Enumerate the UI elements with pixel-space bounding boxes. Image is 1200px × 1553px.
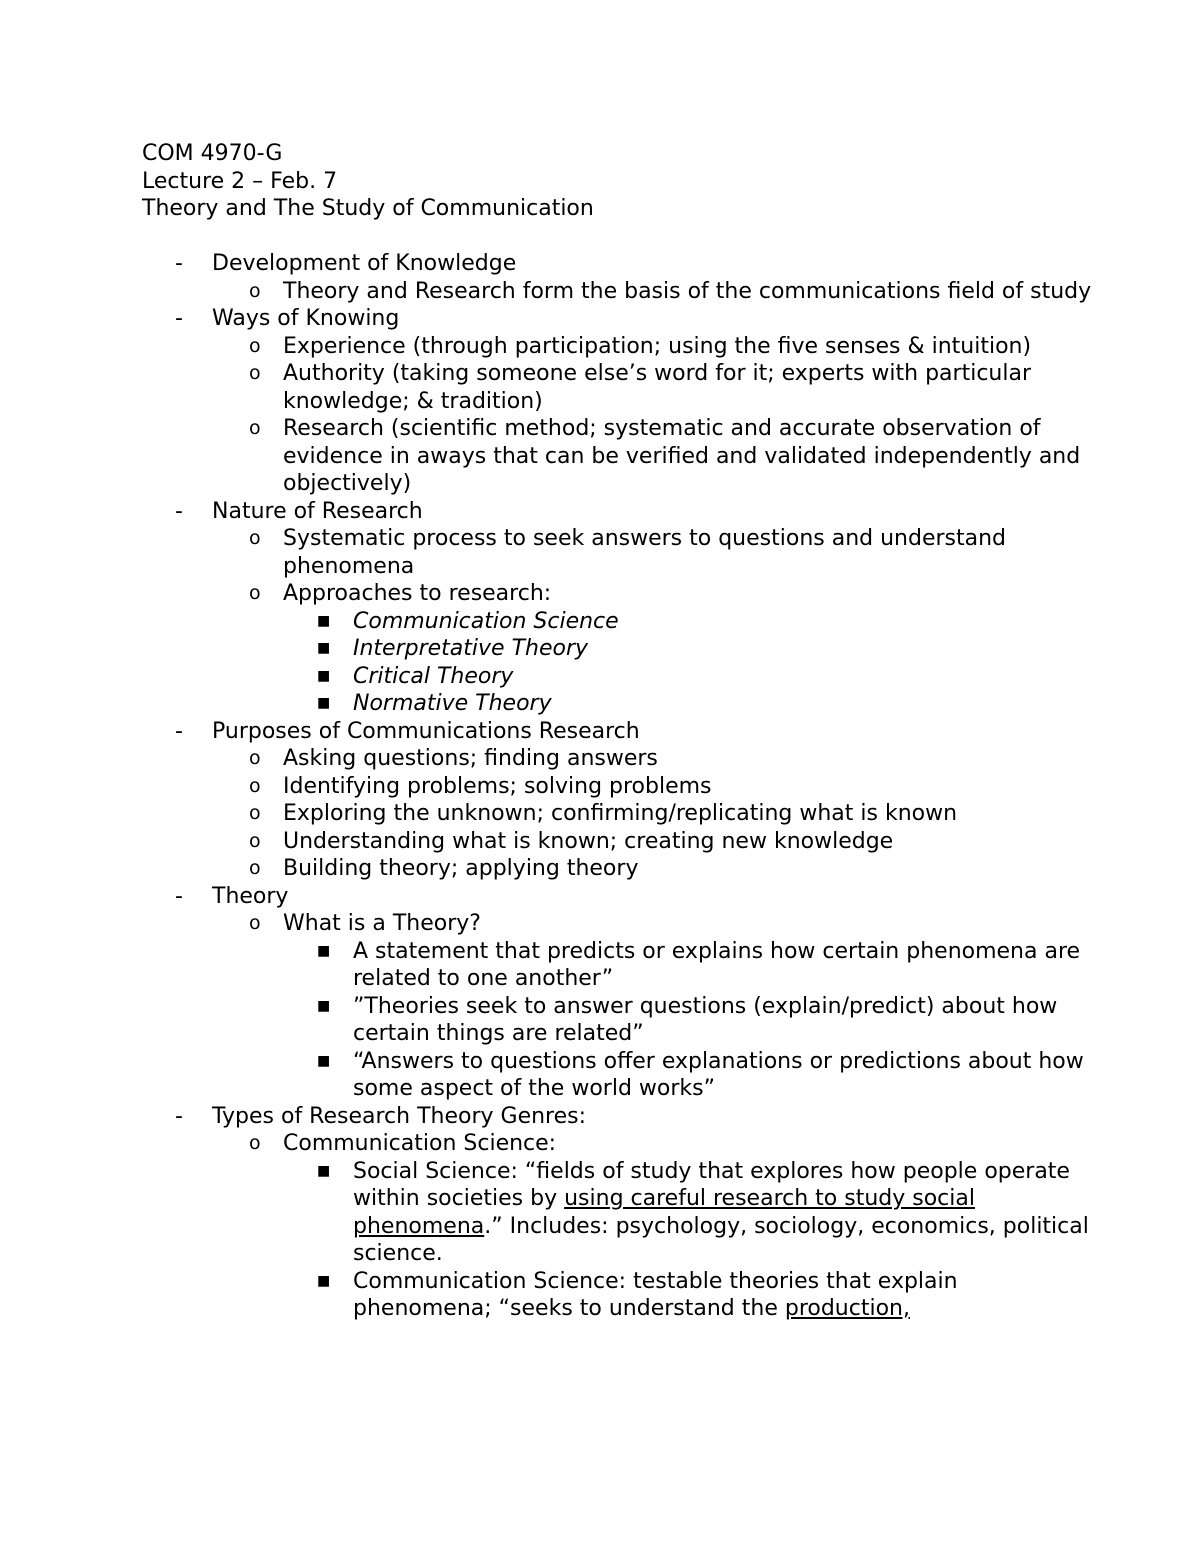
sub-list-item — [142, 635, 1092, 663]
sub-list-item — [142, 1158, 1092, 1268]
list-item-text: Asking questions; finding answers — [283, 746, 658, 771]
social-science-lead: Social Science: “fields of study that explores how people operate within societies by — [353, 1158, 1070, 1211]
list-item-text: Theory and Research form the basis of the communications field of study — [283, 278, 1092, 304]
lecture-date: Lecture 2 – Feb. 7 — [142, 168, 338, 194]
sub-list-item — [142, 938, 1092, 993]
theory-definition: “Answers to questions offer explanations or predictions about how some aspect of the world works” — [353, 1048, 1084, 1101]
section-heading — [142, 250, 1092, 278]
list-item-text: Research (scientific method; systematic and accurate observation of evidence in aways that can be verified and validated independently and objectively) — [283, 416, 1081, 496]
list-item — [142, 415, 1092, 498]
approach-normative-theory: Normative Theory — [353, 691, 552, 716]
list-item — [142, 800, 1092, 828]
list-item-text: Communication Science: — [283, 1131, 557, 1156]
circle-bullet: o — [249, 747, 261, 769]
section-heading-text: Purposes of Communications Research — [212, 718, 640, 744]
list-item — [142, 278, 1092, 306]
approach-critical-theory: Critical Theory — [353, 663, 514, 689]
square-bullet: ■ — [317, 997, 331, 1014]
list-item — [142, 745, 1092, 773]
list-item-text: Building theory; applying theory — [283, 856, 639, 881]
list-item — [142, 828, 1092, 856]
square-bullet: ■ — [317, 667, 331, 684]
communication-science-lead: Communication Science: testable theories that explain phenomena; “seeks to understand the — [353, 1268, 958, 1321]
circle-bullet: o — [249, 334, 261, 357]
document-header — [142, 140, 1092, 223]
approach-interpretative-theory: Interpretative Theory — [353, 636, 589, 661]
list-item-text: Systematic process to seek answers to questions and understand phenomena — [283, 526, 1007, 579]
circle-bullet: o — [249, 829, 261, 852]
circle-bullet: o — [249, 362, 261, 384]
square-bullet: ■ — [317, 942, 331, 959]
list-item — [142, 1130, 1092, 1158]
list-item — [142, 855, 1092, 883]
square-bullet: ■ — [317, 1052, 331, 1069]
section-heading-text: Ways of Knowing — [212, 306, 400, 331]
list-item-text: What is a Theory? — [283, 911, 481, 936]
social-science-tail: .” Includes: psychology, sociology, economics, political science. — [353, 1213, 1089, 1266]
theory-definition: A statement that predicts or explains how certain phenomena are related to one another” — [353, 938, 1081, 991]
circle-bullet: o — [249, 857, 261, 879]
list-item — [142, 360, 1092, 415]
section-heading — [142, 883, 1092, 911]
dash-bullet: - — [175, 883, 183, 909]
document-title: Theory and The Study of Communication — [142, 196, 594, 221]
section-heading-text: Theory — [212, 883, 289, 909]
square-bullet: ■ — [317, 1272, 331, 1289]
square-bullet: ■ — [317, 640, 331, 656]
circle-bullet: o — [249, 774, 261, 797]
section-heading-text: Types of Research Theory Genres: — [212, 1103, 587, 1129]
dash-bullet: - — [175, 718, 183, 744]
sub-list-item — [142, 690, 1092, 718]
list-item — [142, 525, 1092, 580]
list-item-text: Experience (through participation; using the five senses & intuition) — [283, 333, 1032, 359]
communication-science-underlined: production, — [784, 1296, 910, 1321]
circle-bullet: o — [249, 279, 261, 302]
communication-science-text — [353, 1269, 958, 1322]
dash-bullet: - — [175, 251, 183, 276]
section-heading — [142, 1103, 1092, 1131]
list-item-text: Exploring the unknown; confirming/replicating what is known — [283, 801, 958, 826]
approach-communication-science: Communication Science — [353, 608, 619, 634]
list-item-text: Understanding what is known; creating new knowledge — [283, 828, 894, 854]
dash-bullet: - — [175, 306, 183, 331]
social-science-underlined: using careful research to study social phenomena — [353, 1186, 975, 1239]
dash-bullet: - — [175, 498, 183, 524]
course-code: COM 4970-G — [142, 141, 283, 166]
sub-list-item — [142, 663, 1092, 691]
circle-bullet: o — [249, 1132, 261, 1154]
section-heading-text: Nature of Research — [212, 498, 423, 524]
section-heading-text: Development of Knowledge — [212, 251, 517, 276]
circle-bullet: o — [249, 912, 261, 934]
lecture-outline — [142, 250, 1092, 1323]
square-bullet: ■ — [317, 695, 331, 711]
sub-list-item — [142, 1048, 1092, 1103]
section-heading — [142, 498, 1092, 526]
section-heading — [142, 305, 1092, 333]
list-item — [142, 910, 1092, 938]
dash-bullet: - — [175, 1103, 183, 1129]
square-bullet: ■ — [317, 612, 331, 629]
list-item — [142, 773, 1092, 801]
list-item — [142, 333, 1092, 361]
circle-bullet: o — [249, 802, 261, 824]
sub-list-item — [142, 993, 1092, 1048]
section-heading — [142, 718, 1092, 746]
list-item-text: Authority (taking someone else’s word for it; experts with particular knowledge; & tradition) — [283, 361, 1031, 414]
theory-definition: ”Theories seek to answer questions (explain/predict) about how certain things are related” — [353, 993, 1058, 1046]
list-item — [142, 580, 1092, 608]
social-science-text — [353, 1159, 1089, 1267]
circle-bullet: o — [249, 417, 261, 439]
list-item-text: Approaches to research: — [283, 581, 552, 606]
circle-bullet: o — [249, 527, 261, 549]
list-item-text: Identifying problems; solving problems — [283, 773, 712, 799]
sub-list-item — [142, 1268, 1092, 1323]
circle-bullet: o — [249, 582, 261, 604]
sub-list-item — [142, 608, 1092, 636]
square-bullet: ■ — [317, 1162, 331, 1179]
